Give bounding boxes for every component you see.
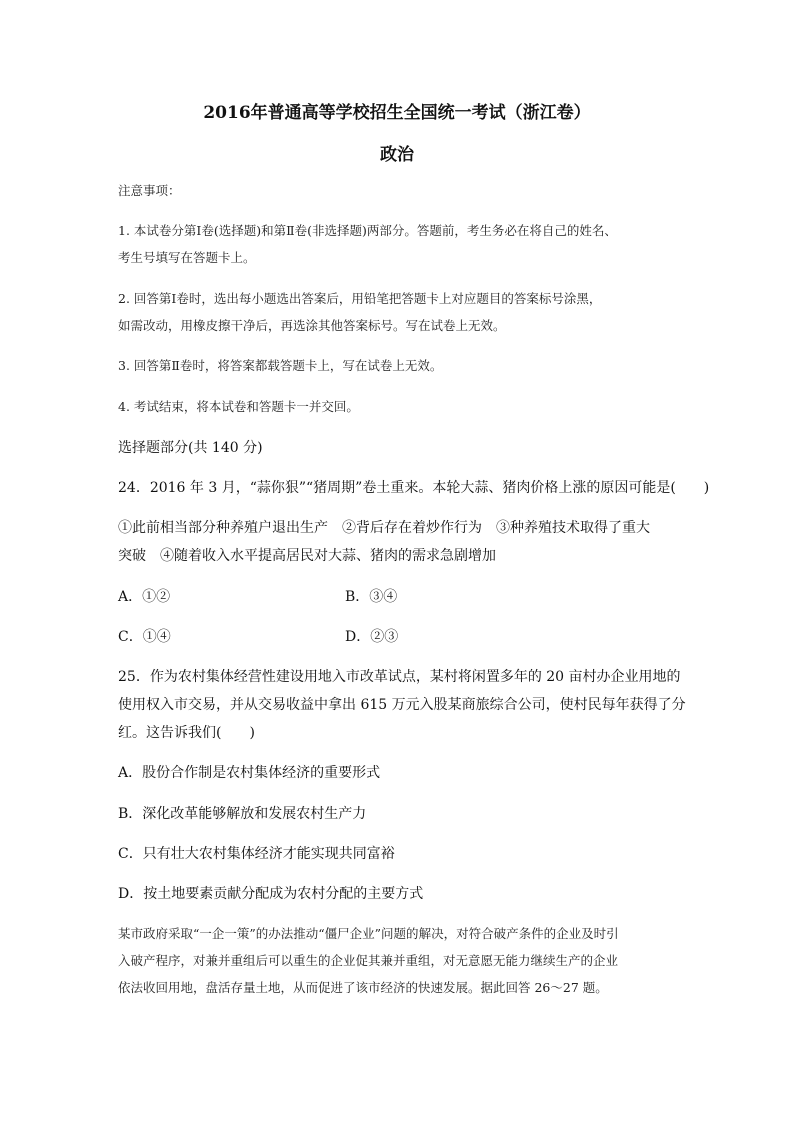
notice-heading: 注意事项： [118,183,181,198]
notice-item-3: 3. 回答第Ⅱ卷时，将答案都载答题卡上，写在试卷上无效。 [118,358,443,373]
q24-option-d: D．②③ [345,629,399,645]
q25-option-b: B．深化改革能够解放和发展农村生产力 [118,806,367,822]
q24-option-a: A．①② [118,589,171,605]
q25-option-a: A．股份合作制是农村集体经济的重要形式 [118,765,381,781]
material-line2: 入破产程序，对兼并重组后可以重生的企业促其兼并重组，对无意愿无能力继续生产的企业 [118,953,619,968]
q24-stem: 24．2016 年 3 月，“蒜你狠”“猪周期”卷土重来。本轮大蒜、猪肉价格上涨的原因可能是( ) [118,480,710,496]
material-line1: 某市政府采取“一企一策”的办法推动“僵尸企业”问题的解决，对符合破产条件的企业及时引 [118,926,619,941]
notice-item-1-cont: 考生号填写在答题卡上。 [118,250,256,265]
q25-stem-line1: 25．作为农村集体经营性建设用地入市改革试点，某村将闲置多年的 20 亩村办企业用地的 [118,669,681,685]
notice-item-1: 1. 本试卷分第Ⅰ卷(选择题)和第Ⅱ卷(非选择题)两部分。答题前，考生务必在将自己的姓名、 [118,223,617,238]
notice-item-2: 2. 回答第Ⅰ卷时，选出每小题选出答案后，用铅笔把答题卡上对应题目的答案标号涂黑， [118,291,602,306]
material-line3: 依法收回用地，盘活存量土地，从而促进了该市经济的快速发展。据此回答 26～27 题。 [118,980,608,995]
page-title: 2016年普通高等学校招生全国统一考试（浙江卷） [203,103,591,123]
q25-option-c: C．只有壮大农村集体经济才能实现共同富裕 [118,846,395,862]
q24-option-c: C．①④ [118,629,171,645]
q25-stem-line2: 使用权入市交易，并从交易收益中拿出 615 万元入股某商旅综合公司，使村民每年获得了分 [118,697,686,713]
notice-item-4: 4. 考试结束，将本试卷和答题卡一并交回。 [118,399,359,414]
q25-stem-line3: 红。这告诉我们( ) [118,725,255,741]
q24-statements-line2: 突破 ④随着收入水平提高居民对大蒜、猪肉的需求急剧增加 [118,548,496,564]
q24-option-b: B．③④ [345,589,398,605]
q24-statements-line1: ①此前相当部分种养殖户退出生产 ②背后存在着炒作行为 ③种养殖技术取得了重大 [118,520,650,536]
subject-title: 政治 [380,145,414,165]
q25-option-d: D．按土地要素贡献分配成为农村分配的主要方式 [118,886,424,902]
notice-item-2-cont: 如需改动，用橡皮擦干净后，再选涂其他答案标号。写在试卷上无效。 [118,318,506,333]
section-title: 选择题部分(共 140 分) [118,440,263,456]
